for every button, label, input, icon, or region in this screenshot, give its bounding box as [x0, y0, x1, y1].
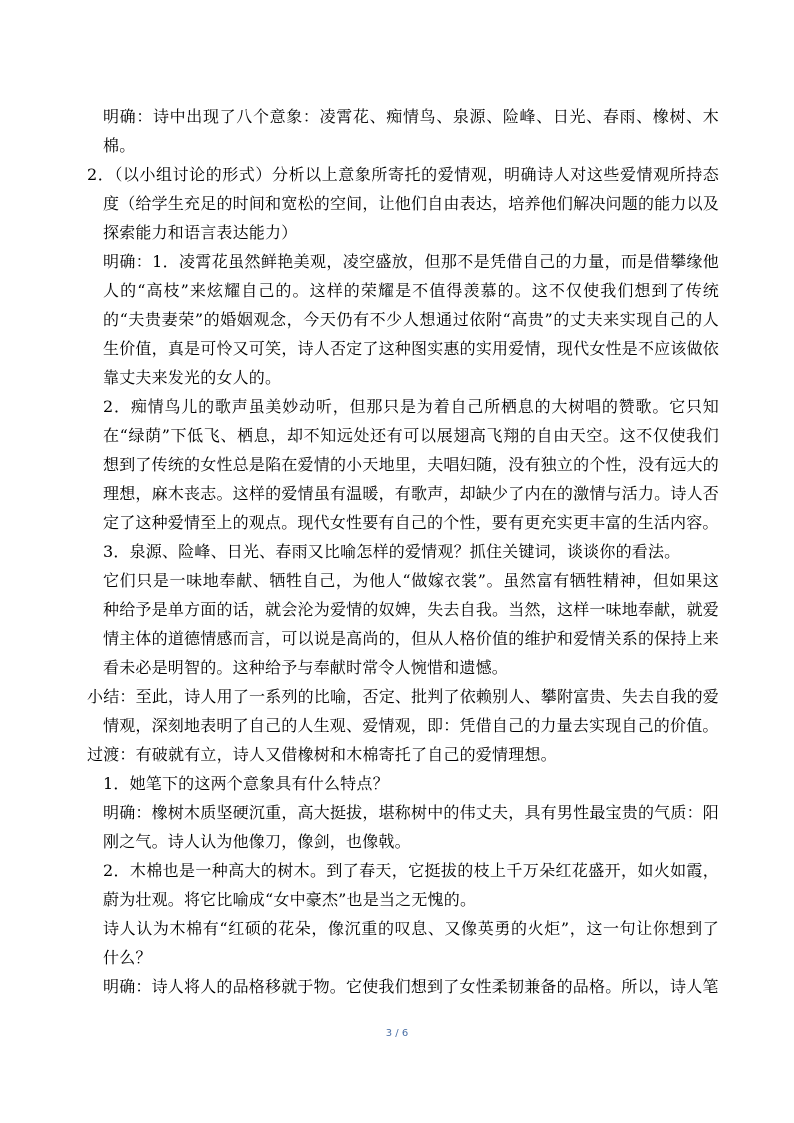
paragraph-transition: 过渡：有破就有立，诗人又借橡树和木棉寄托了自己的爱情理想。	[87, 745, 557, 764]
paragraph-dedication: 它们只是一味地奉献、牺牲自己，为他人“做嫁衣裳”。虽然富有牺牲精神，但如果这种给予是单方面的话，就会沦为爱情的奴婢，失去自我。当然，这样一味地奉献，就爱情主体的道德情感而言，可以说是高尚的，但从人格价值的维护和爱情关系的保持上来看未必是明智的。这种给予与奉献时常令人惋惜和遗憾。	[103, 571, 719, 677]
paragraph-kapok: 2．木棉也是一种高大的树木。到了春天，它挺拔的枝上千万朵红花盛开，如火如霞，蔚为壮观。将它比喻成“女中豪杰”也是当之无愧的。	[103, 861, 719, 909]
paragraph-question-1: 1．她笔下的这两个意象具有什么特点？	[103, 774, 389, 793]
paragraph-question-3: 3．泉源、险峰、日光、春雨又比喻怎样的爱情观？抓住关键词，谈谈你的看法。	[103, 542, 681, 561]
paragraph-task-2: 2．（以小组讨论的形式）分析以上意象所寄托的爱情观，明确诗人对这些爱情观所持态度（给学生充足的时间和宽松的空间，让他们自由表达，培养他们解决问题的能力以及探索能力和语言表达能力）	[87, 165, 719, 242]
paragraph-chiqingniao: 2．痴情鸟儿的歌声虽美妙动听，但那只是为着自己所栖息的大树唱的赞歌。它只知在“绿荫”下低飞、栖息，却不知远处还有可以展翅高飞翔的自由天空。这不仅使我们想到了传统的女性总是陷在爱情的小天地里，夫唱妇随，没有独立的个性，没有远大的理想，麻木丧志。这样的爱情虽有温暖，有歌声，却缺少了内在的激情与活力。诗人否定了这种爱情至上的观点。现代女性要有自己的个性，要有更充实更丰富的生活内容。	[103, 397, 719, 532]
paragraph-kapok-question: 诗人认为木棉有“红硕的花朵，像沉重的叹息、又像英勇的火炬”，这一句让你想到了什么？	[103, 919, 719, 967]
paragraph-lingxiao: 明确：1．凌霄花虽然鲜艳美观，凌空盛放，但那不是凭借自己的力量，而是借攀缘他人的“高枝”来炫耀自己的。这样的荣耀是不值得羡慕的。这不仅使我们想到了传统的“夫贵妻荣”的婚姻观念，今天仍有不少人想通过依附“高贵”的丈夫来实现自己的人生价值，真是可怜又可笑，诗人否定了这种图实惠的实用爱情，现代女性是不应该做依靠丈夫来发光的女人的。	[103, 252, 719, 387]
paragraph-oak: 明确：橡树木质坚硬沉重，高大挺拔，堪称树中的伟丈夫，具有男性最宝贵的气质：阳刚之气。诗人认为他像刀，像剑，也像戟。	[103, 803, 719, 851]
page-body	[87, 102, 719, 1001]
paragraph-image-list: 明确：诗中出现了八个意象：凌霄花、痴情鸟、泉源、险峰、日光、春雨、橡树、木棉。	[103, 107, 719, 155]
paragraph-conclusion: 明确：诗人将人的品格移就于物。它使我们想到了女性柔韧兼备的品格。所以，诗人笔	[103, 977, 719, 996]
paragraph-summary: 小结：至此，诗人用了一系列的比喻，否定、批判了依赖别人、攀附富贵、失去自我的爱情观，深刻地表明了自己的人生观、爱情观，即：凭借自己的力量去实现自己的价值。	[87, 687, 719, 735]
page-number: 3 / 6	[385, 1028, 409, 1039]
